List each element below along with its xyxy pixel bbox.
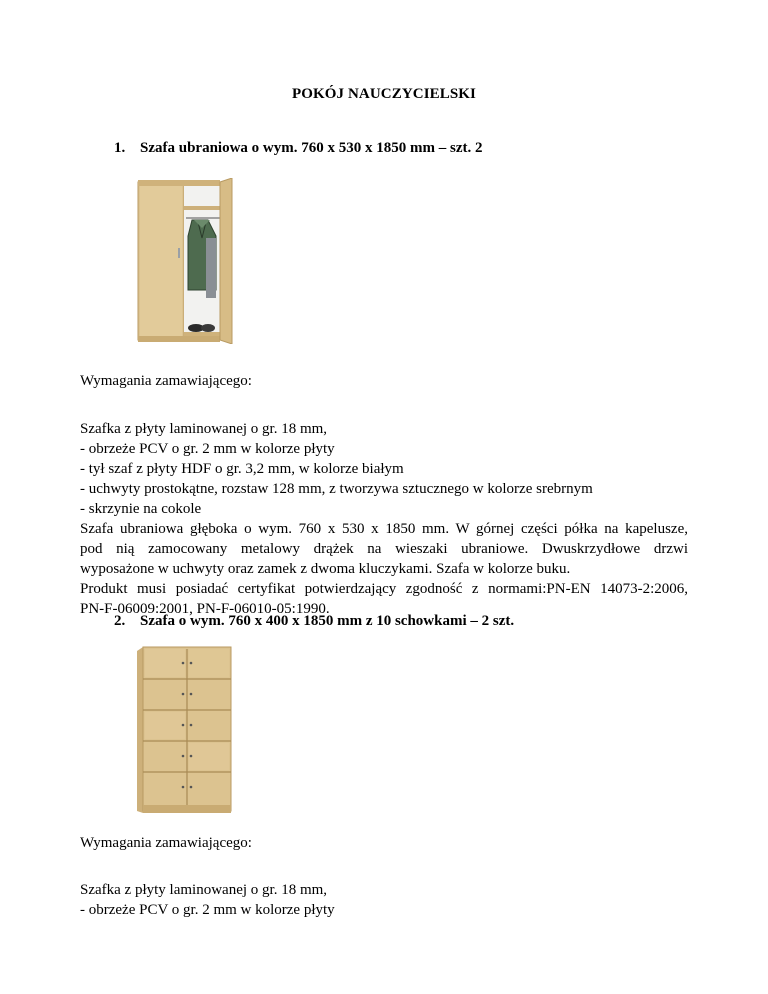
section-2-heading-text: Szafa o wym. 760 x 400 x 1850 mm z 10 schowkami – 2 szt. [140, 613, 515, 629]
description-line: PN-F-06009:2001, PN-F-06010-05:1990. [80, 601, 330, 617]
section-2-number: 2. [114, 613, 126, 629]
spec-line: Szafka z płyty laminowanej o gr. 18 mm, [80, 421, 328, 437]
page-title: POKÓJ NAUCZYCIELSKI [291, 86, 476, 102]
description-line: pod nią zamocowany metalowy drążek na wieszaki ubraniowe. Dwuskrzydłowe drzwi [80, 541, 688, 557]
description-line: Szafa ubraniowa głęboka o wym. 760 x 530 x 1850 mm. W górnej części półka na kapelusze, [80, 521, 688, 537]
section-1-heading [114, 140, 483, 157]
section-2-requirements-label: Wymagania zamawiającego: [80, 835, 252, 851]
section-2-heading [114, 613, 514, 630]
section-2-spec-list [80, 880, 688, 920]
spec-line: - obrzeże PCV o gr. 2 mm w kolorze płyty [80, 902, 335, 918]
spec-line: - skrzynie na cokole [80, 501, 202, 517]
section-1-spec-list [80, 419, 688, 619]
section-1-number: 1. [114, 140, 126, 156]
spec-line: Szafka z płyty laminowanej o gr. 18 mm, [80, 882, 328, 898]
section-1-heading-text: Szafa ubraniowa o wym. 760 x 530 x 1850 mm – szt. 2 [140, 140, 483, 156]
spec-line: - uchwyty prostokątne, rozstaw 128 mm, z tworzywa sztucznego w kolorze srebrnym [80, 481, 593, 497]
section-1-requirements-label: Wymagania zamawiającego: [80, 373, 252, 389]
description-line: Produkt musi posiadać certyfikat potwierdzający zgodność z normami:PN-EN 14073-2:2006, [80, 581, 688, 597]
wardrobe-with-open-door-image [136, 178, 236, 344]
locker-cabinet-image [137, 645, 233, 815]
spec-line: - obrzeże PCV o gr. 2 mm w kolorze płyty [80, 441, 335, 457]
description-line: wyposażone w uchwyty oraz zamek z dwoma kluczykami. Szafa w kolorze buku. [80, 561, 571, 577]
spec-line: - tył szaf z płyty HDF o gr. 3,2 mm, w kolorze białym [80, 461, 404, 477]
